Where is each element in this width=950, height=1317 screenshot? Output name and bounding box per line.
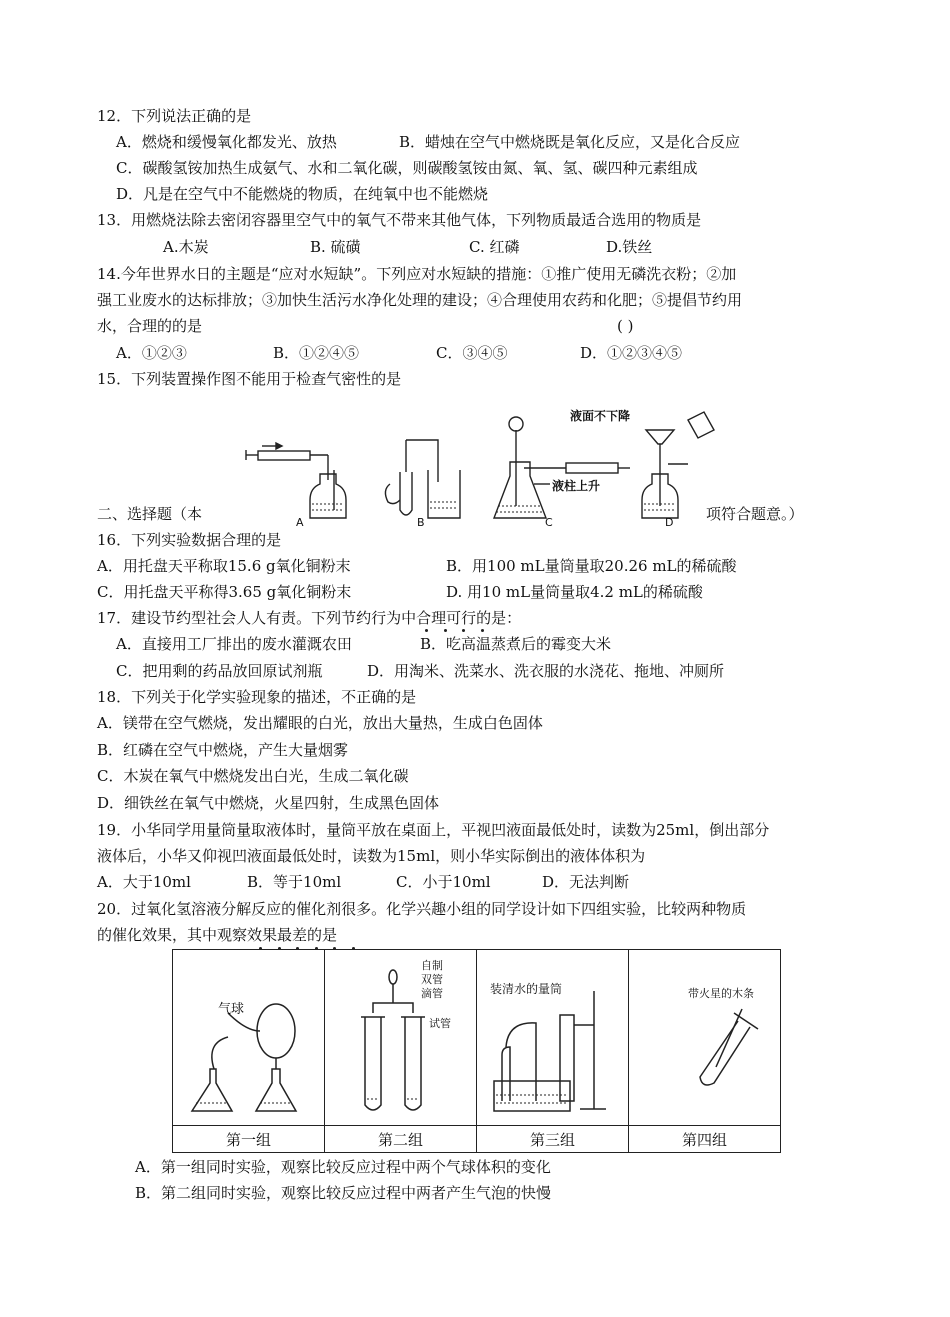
q14-line3: 水，合理的的是 [97, 317, 203, 335]
q19-option-a: A．大于10ml [97, 873, 191, 891]
q20-group2-caption: 第二组 [325, 1126, 477, 1153]
q18-option-a: A．镁带在空气燃烧，发出耀眼的白光，放出大量热，生成白色固体 [97, 714, 543, 732]
q17-option-b: B．吃高温蒸煮后的霉变大米 [420, 635, 612, 653]
q16-option-a: A．用托盘天平称取15.6 g氧化铜粉末 [97, 557, 351, 575]
q20-group3-caption: 第三组 [477, 1126, 629, 1153]
q14-option-b: B．①②④⑤ [273, 344, 360, 362]
q12-option-a: A．燃烧和缓慢氧化都发光、放热 [116, 133, 337, 151]
q15-fig-label-a: A [296, 516, 304, 529]
q20-fig2-label-1: 自制 [421, 958, 443, 972]
q13-stem: 13．用燃烧法除去密闭容器里空气中的氧气不带来其他气体，下列物质最适合选用的物质是 [97, 211, 702, 229]
q19-line1: 19．小华同学用量筒量取液体时，量筒平放在桌面上，平视凹液面最低处时，读数为25ml，倒出部分 [97, 821, 770, 839]
q19-option-b: B．等于10ml [247, 873, 342, 891]
q18-option-c: C．木炭在氧气中燃烧发出白光，生成二氧化碳 [97, 767, 409, 785]
q12-option-c: C．碳酸氢铵加热生成氨气、水和二氧化碳，则碳酸氢铵由氮、氧、氢、碳四种元素组成 [116, 159, 698, 177]
q20-fig3-cylinder-label: 装清水的量筒 [490, 981, 563, 996]
q18-stem: 18．下列关于化学实验现象的描述，不正确的是 [97, 688, 417, 706]
q14-line2: 强工业废水的达标排放；③加快生活污水净化处理的建设；④合理使用农药和化肥；⑤提倡节约用 [97, 291, 743, 309]
q15-fig-label-c: C [545, 516, 553, 529]
q15-apparatus-figure [232, 402, 722, 530]
q20-group2-figure [325, 950, 477, 1126]
q20-group1-caption: 第一组 [173, 1126, 325, 1153]
q17-stem: 17．建设节约型社会人人有责。下列节约行为中合理可行的是： [97, 609, 522, 627]
q20-group4-figure [629, 950, 781, 1126]
q15-stem: 15．下列装置操作图不能用于检查气密性的是 [97, 370, 402, 388]
q14-option-a: A．①②③ [116, 344, 187, 362]
q19-option-d: D．无法判断 [542, 873, 630, 891]
q20-line1: 20．过氧化氢溶液分解反应的催化剂很多。化学兴趣小组的同学设计如下四组实验，比较两种物质 [97, 900, 747, 918]
q16-stem: 16．下列实验数据合理的是 [97, 531, 282, 549]
q20-fig2-label-3: 滴管 [421, 986, 443, 1000]
q14-answer-blank: ( ) [617, 317, 634, 335]
q13-option-d: D.铁丝 [606, 238, 653, 256]
q18-option-b: B．红磷在空气中燃烧，产生大量烟雾 [97, 741, 349, 759]
q20-fig1-balloon-label: 气球 [218, 1001, 245, 1017]
q20-fig4-splint-label: 带火星的木条 [687, 986, 754, 1000]
q20-fig2-label-2: 双管 [421, 972, 443, 986]
q20-option-a: A．第一组同时实验，观察比较反应过程中两个气球体积的变化 [135, 1158, 551, 1176]
q16-option-c: C．用托盘天平称得3.65 g氧化铜粉末 [97, 583, 352, 601]
q14-option-d: D．①②③④⑤ [580, 344, 683, 362]
q19-option-c: C．小于10ml [396, 873, 491, 891]
q19-line2: 液体后，小华又仰视凹液面最低处时，读数为15ml，则小华实际倒出的液体体积为 [97, 847, 646, 865]
q17-option-d: D．用淘米、洗菜水、洗衣服的水浇花、拖地、冲厕所 [367, 662, 725, 680]
q20-fig2-label-4: 试管 [429, 1016, 451, 1030]
q18-option-d: D．细铁丝在氧气中燃烧，火星四射，生成黑色固体 [97, 794, 440, 812]
q15-label-water-level: 液面不下降 [570, 409, 631, 423]
section2-heading-right: 项符合题意。） [706, 505, 804, 523]
q15-fig-label-d: D [665, 516, 674, 529]
q12-option-b: B．蜡烛在空气中燃烧既是氧化反应，又是化合反应 [399, 133, 741, 151]
q20-line2: 的催化效果，其中观察效果最差的是 [97, 926, 338, 944]
q16-option-b: B．用100 mL量筒量取20.26 mL的稀硫酸 [446, 557, 737, 575]
q20-option-b: B．第二组同时实验，观察比较反应过程中两者产生气泡的快慢 [135, 1184, 552, 1202]
q12-option-d: D．凡是在空气中不能燃烧的物质，在纯氧中也不能燃烧 [116, 185, 489, 203]
section2-heading-left: 二、选择题（本 [97, 505, 203, 523]
q17-option-c: C．把用剩的药品放回原试剂瓶 [116, 662, 323, 680]
q13-option-b: B. 硫磺 [310, 238, 361, 256]
q17-option-a: A．直接用工厂排出的废水灌溉农田 [116, 635, 352, 653]
q20-group3-figure [477, 950, 629, 1126]
q20-group4-caption: 第四组 [629, 1126, 781, 1153]
q12-stem: 12．下列说法正确的是 [97, 107, 252, 125]
q13-option-c: C. 红磷 [469, 238, 520, 256]
q14-line1: 14.今年世界水日的主题是“应对水短缺”。下列应对水短缺的措施：①推广使用无磷洗衣粉；②加 [97, 265, 737, 283]
q14-option-c: C．③④⑤ [436, 344, 508, 362]
q16-option-d: D. 用10 mL量筒量取4.2 mL的稀硫酸 [446, 583, 703, 601]
q15-label-liquid-column: 液柱上升 [552, 479, 601, 493]
q20-experiment-table [172, 949, 781, 1153]
q15-fig-label-b: B [417, 516, 425, 529]
q13-option-a: A.木炭 [163, 238, 209, 256]
q20-group1-figure [173, 950, 325, 1126]
